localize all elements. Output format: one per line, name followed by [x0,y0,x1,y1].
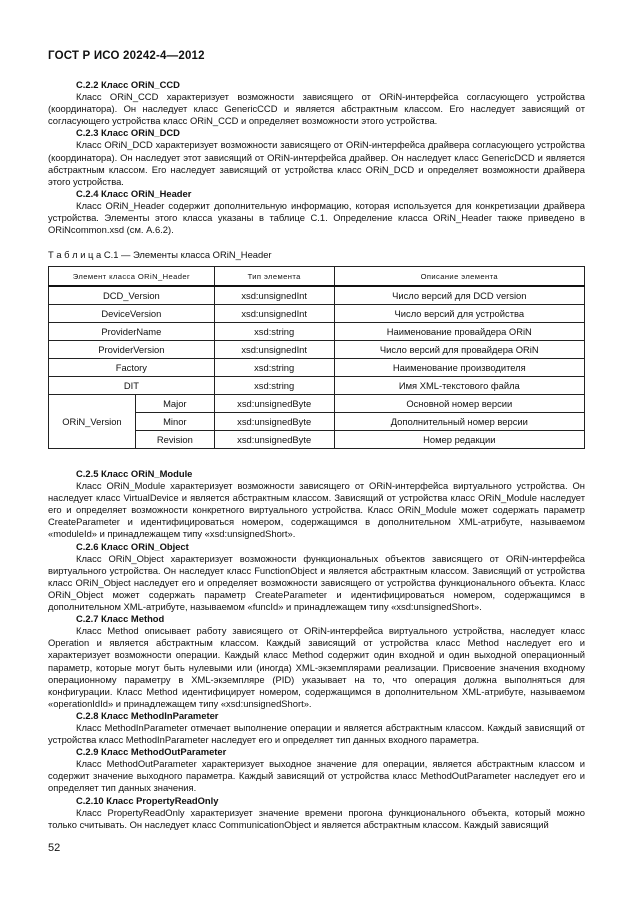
section-paragraph: Класс ORiN_DCD характеризует возможности зависящего от ORiN-интерфейса драйвера согласующего устройства (координатора). Он наследует этот зависящий от ORiN-интерфейса драйвер. Он наследует класс GenericDCD и является абстрактным классом. Его наследует зависящий от устройства класс ORiN_DCD и определяет возможности драйвера этого устройства. [48,139,585,187]
table-cell: xsd:unsignedByte [214,431,334,449]
table-row [49,286,585,305]
table-cell: xsd:unsignedByte [214,413,334,431]
section-paragraph: Класс MethodInParameter отмечает выполнение операции и является абстрактным классом. Каждый зависящий от устройства класс MethodInParameter наследует его и определяет тип данных входного параметра. [48,721,585,746]
section-paragraph: Класс Method описывает работу зависящего от ORiN-интерфейса виртуального устройства, наследует класс Operation и является абстрактным классом. Каждый зависящий от устройства класс Method наследует его и характеризует возможности операции. Каждый класс Method содержит один входной и один выходной операционный параметр, которые могут быть нулевыми или (иногда) XML-экземплярами реализации. Присвоение значения входному операционному параметру в XML-экземпляре (PID) указывает на то, что операция должна выполняться для конфигурации. Класс Method идентифицирует номером, содержащимся в дополнительном XML-атрибуте, называемом «operationIdId» и принадлежащем типу «xsd:unsignedShort». [48,625,585,709]
table-row [49,323,585,341]
table-cell: DCD_Version [49,286,215,305]
table-cell: xsd:string [214,323,334,341]
table-cell: Наименование провайдера ORiN [334,323,584,341]
table-cell: ProviderName [49,323,215,341]
section-heading: С.2.2 Класс ORiN_CCD [76,79,180,90]
table-cell: Основной номер версии [334,395,584,413]
table-header-row [49,267,585,287]
table-cell: Minor [135,413,214,431]
column-header: Элемент класса ORiN_Header [49,267,215,287]
table-row [49,395,585,413]
table-cell: xsd:unsignedInt [214,305,334,323]
table-cell: DeviceVersion [49,305,215,323]
section-heading: С.2.5 Класс ORiN_Module [76,468,193,479]
table-cell: xsd:unsignedByte [214,395,334,413]
section-heading: С.2.10 Класс PropertyReadOnly [76,794,219,806]
table-cell: DIT [49,377,215,395]
section-heading: С.2.7 Класс Method [76,613,165,625]
table-cell: Дополнительный номер версии [334,413,584,431]
table-cell: ProviderVersion [49,341,215,359]
table-cell: Наименование производителя [334,359,584,377]
standard-header: ГОСТ Р ИСО 20242-4—2012 [48,50,205,62]
table-row [49,341,585,359]
table-row [49,377,585,395]
section-paragraph: Класс MethodOutParameter характеризует выходное значение для операции, является абстрактным классом и содержит значение выходного параметра. Каждый зависящий от устройства класс MethodOutParameter наследует его и определяет тип данных значения. [48,758,585,794]
table-cell: Число версий для DCD version [334,286,584,305]
table-cell: Factory [49,359,215,377]
table-row [49,359,585,377]
table-cell: Revision [135,431,214,449]
section-paragraph: Класс ORiN_Header содержит дополнительную информацию, которая используется для конкретизации драйвера устройства. Элементы этого класса указаны в таблице С.1. Определение класса ORiN_Header также приведено в ORiNcommon.xsd (см. А.6.2). [48,199,585,236]
table-cell: xsd:string [214,377,334,395]
table-cell: Major [135,395,214,413]
section-paragraph: Класс PropertyReadOnly характеризует значение времени прогона функционального объекта, который можно только считывать. Он наследует класс CommunicationObject и является абстрактным классом. Каждый зависящий [48,806,585,830]
section-heading: С.2.9 Класс MethodOutParameter [76,746,227,758]
table-caption: Т а б л и ц а С.1 — Элементы класса ORiN_Header [48,249,272,260]
table-row [49,305,585,323]
table-cell: xsd:string [214,359,334,377]
table-cell: Число версий для устройства [334,305,584,323]
sections-c22-c24 [48,79,585,236]
table-cell: Номер редакции [334,431,584,449]
column-header: Описание элемента [334,267,584,287]
section-heading: С.2.3 Класс ORiN_DCD [76,127,180,139]
section-heading: С.2.8 Класс MethodInParameter [76,709,219,721]
section-paragraph: Класс ORiN_Module характеризует возможности зависящего от ORiN-интерфейса виртуального устройства. Он наследует класс VirtualDevice и является абстрактным классом. Зависящий от устройства класс ORiN_Module наследует его и определяет возможности конкретного виртуального устройства. Класс ORiN_Module может содержать параметр CreateParameter и идентифицироваться номером, содержащимся в дополнительном XML-атрибуте, называемом «moduleId» и принадлежащем типу «xsd:unsignedShort». [48,480,585,540]
table-cell: xsd:unsignedInt [214,286,334,305]
page-number: 52 [48,842,61,854]
section-heading: С.2.6 Класс ORiN_Object [76,540,189,552]
section-paragraph: Класс ORiN_CCD характеризует возможности зависящего от ORiN-интерфейса согласующего устройства (координатора). Он наследует класс GenericCCD и является абстрактным классом. Его наследует зависящий от согласующего устройства класс ORiN_CCD и определяет возможности этого устройства. [48,91,585,127]
column-header: Тип элемента [214,267,334,287]
group-cell: ORiN_Version [49,395,136,449]
section-paragraph: Класс ORiN_Object характеризует возможности функциональных объектов зависящего от ORiN-интерфейса виртуального устройства. Он наследует класс FunctionObject и является абстрактным классом. Зависящий от устройства класс ORiN_Object наследует его и определяет возможности зависящего от устройства функционального объекта. Класс ORiN_Object может содержать параметр CreateParameter и идентифицироваться номером, содержащимся в дополнительном XML-атрибуте, называемом «funcId» и принадлежащем типу «xsd:unsignedShort». [48,552,585,613]
orin-header-table [48,266,585,449]
table-cell: Имя XML-текстового файла [334,377,584,395]
table-cell: xsd:unsignedInt [214,341,334,359]
table-cell: Число версий для провайдера ORiN [334,341,584,359]
sections-c25-c210 [48,468,585,831]
section-heading: С.2.4 Класс ORiN_Header [76,187,192,199]
